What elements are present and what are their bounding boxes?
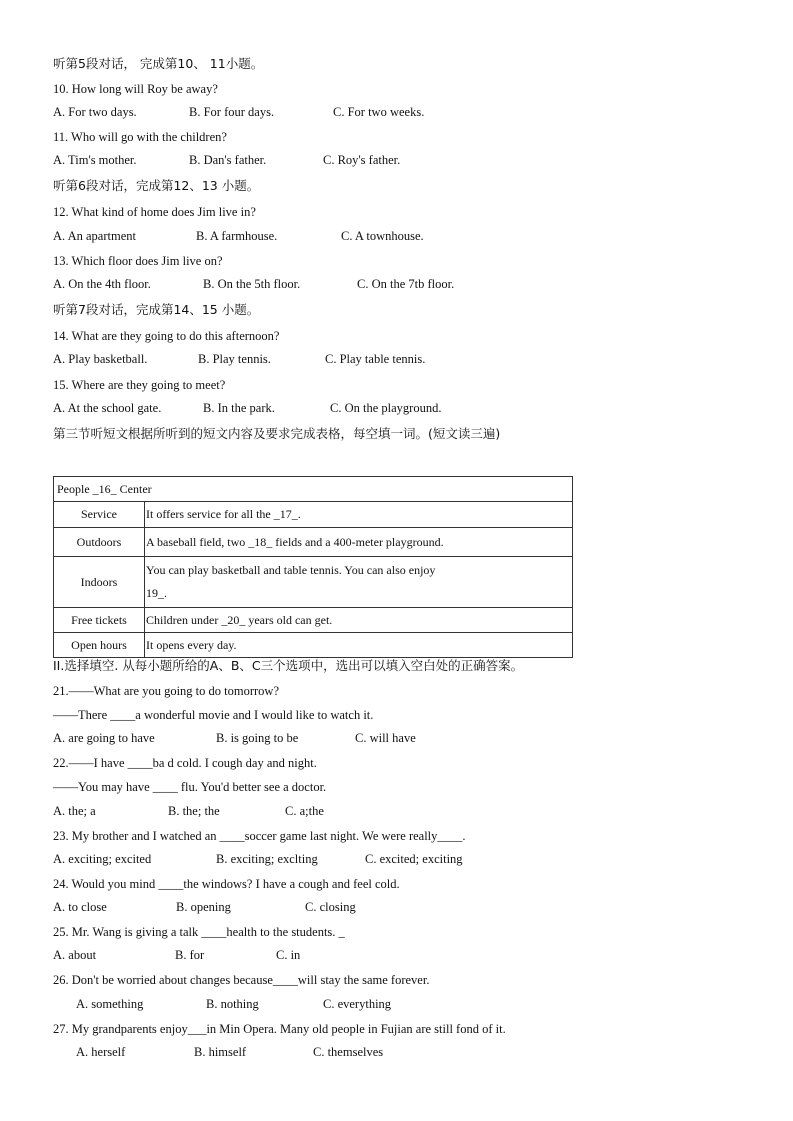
row-value-indoors-line2: 19_. bbox=[146, 586, 167, 600]
row-label-open-hours: Open hours bbox=[54, 633, 145, 658]
option-27a: A. herself bbox=[76, 1045, 126, 1059]
option-10b: B. For four days. bbox=[189, 105, 275, 119]
option-25b: B. for bbox=[175, 948, 205, 962]
option-12b: B. A farmhouse. bbox=[196, 229, 278, 243]
question-11: 11. Who will go with the children? bbox=[53, 130, 227, 144]
row-value-service: It offers service for all the _17_. bbox=[145, 502, 573, 528]
question-24: 24. Would you mind ____the windows? I have a cough and feel cold. bbox=[53, 877, 400, 891]
table-row bbox=[54, 502, 573, 528]
option-21c: C. will have bbox=[355, 731, 416, 745]
row-label-outdoors: Outdoors bbox=[54, 528, 145, 557]
option-26b: B. nothing bbox=[206, 997, 259, 1011]
option-24a: A. to close bbox=[53, 900, 107, 914]
question-15: 15. Where are they going to meet? bbox=[53, 378, 226, 392]
part2-heading: II.选择填空. 从每小题所给的A、B、C三个选项中，选出可以填入空白处的正确答案。 bbox=[53, 658, 524, 673]
option-12a: A. An apartment bbox=[53, 229, 136, 243]
question-27: 27. My grandparents enjoy___in Min Opera. Many old people in Fujian are still fond of it. bbox=[53, 1022, 506, 1036]
row-value-indoors-line1: You can play basketball and table tennis. You can also enjoy bbox=[146, 563, 436, 577]
option-15b: B. In the park. bbox=[203, 401, 275, 415]
option-14a: A. Play basketball. bbox=[53, 352, 148, 366]
question-21: 21.——What are you going to do tomorrow? bbox=[53, 684, 279, 698]
option-23c: C. excited; exciting bbox=[365, 852, 463, 866]
option-10a: A. For two days. bbox=[53, 105, 137, 119]
row-value-outdoors: A baseball field, two _18_ fields and a 400-meter playground. bbox=[145, 528, 573, 557]
option-22b: B. the; the bbox=[168, 804, 220, 818]
option-25c: C. in bbox=[276, 948, 301, 962]
option-10c: C. For two weeks. bbox=[333, 105, 425, 119]
row-value-free-tickets: Children under _20_ years old can get. bbox=[145, 608, 573, 633]
question-21-line2: ——There ____a wonderful movie and I would like to watch it. bbox=[53, 708, 374, 722]
option-13b: B. On the 5th floor. bbox=[203, 277, 301, 291]
question-23: 23. My brother and I watched an ____soccer game last night. We were really____. bbox=[53, 829, 466, 843]
option-21b: B. is going to be bbox=[216, 731, 299, 745]
option-11b: B. Dan's father. bbox=[189, 153, 267, 167]
center-info-table bbox=[53, 476, 573, 658]
part3-heading: 第三节听短文根据所听到的短文内容及要求完成表格，每空填一词。(短文读三遍) bbox=[53, 426, 501, 441]
row-value-open-hours: It opens every day. bbox=[145, 633, 573, 658]
question-22-line2: ——You may have ____ flu. You'd better see a doctor. bbox=[53, 780, 327, 794]
option-15c: C. On the playground. bbox=[330, 401, 442, 415]
table-row bbox=[54, 633, 573, 658]
option-23b: B. exciting; exclting bbox=[216, 852, 318, 866]
option-11a: A. Tim's mother. bbox=[53, 153, 137, 167]
option-26a: A. something bbox=[76, 997, 144, 1011]
option-27b: B. himself bbox=[194, 1045, 247, 1059]
question-14: 14. What are they going to do this afternoon? bbox=[53, 329, 280, 343]
option-25a: A. about bbox=[53, 948, 97, 962]
option-11c: C. Roy's father. bbox=[323, 153, 401, 167]
option-22a: A. the; a bbox=[53, 804, 96, 818]
question-13: 13. Which floor does Jim live on? bbox=[53, 254, 223, 268]
section-heading-6: 听第6段对话，完成第12、13 小题。 bbox=[53, 178, 260, 193]
option-26c: C. everything bbox=[323, 997, 392, 1011]
option-21a: A. are going to have bbox=[53, 731, 155, 745]
question-12: 12. What kind of home does Jim live in? bbox=[53, 205, 256, 219]
row-label-free-tickets: Free tickets bbox=[54, 608, 145, 633]
question-26: 26. Don't be worried about changes because____will stay the same forever. bbox=[53, 973, 430, 987]
option-23a: A. exciting; excited bbox=[53, 852, 152, 866]
table-row bbox=[54, 557, 573, 608]
option-13a: A. On the 4th floor. bbox=[53, 277, 151, 291]
section-heading-7: 听第7段对话，完成第14、15 小题。 bbox=[53, 302, 260, 317]
option-24c: C. closing bbox=[305, 900, 356, 914]
option-12c: C. A townhouse. bbox=[341, 229, 424, 243]
table-row bbox=[54, 608, 573, 633]
option-22c: C. a;the bbox=[285, 804, 324, 818]
question-22: 22.——I have ____ba d cold. I cough day and night. bbox=[53, 756, 317, 770]
option-14c: C. Play table tennis. bbox=[325, 352, 426, 366]
section-heading-5: 听第5段对话， 完成第10、 11小题。 bbox=[53, 56, 264, 71]
option-24b: B. opening bbox=[176, 900, 231, 914]
option-13c: C. On the 7tb floor. bbox=[357, 277, 455, 291]
option-15a: A. At the school gate. bbox=[53, 401, 162, 415]
table-title: People _16_ Center bbox=[54, 477, 573, 502]
row-label-service: Service bbox=[54, 502, 145, 528]
row-value-indoors bbox=[145, 557, 573, 608]
option-27c: C. themselves bbox=[313, 1045, 384, 1059]
table-row bbox=[54, 528, 573, 557]
question-10: 10. How long will Roy be away? bbox=[53, 82, 218, 96]
option-14b: B. Play tennis. bbox=[198, 352, 271, 366]
question-25: 25. Mr. Wang is giving a talk ____health to the students. _ bbox=[53, 925, 345, 939]
row-label-indoors: Indoors bbox=[54, 557, 145, 608]
